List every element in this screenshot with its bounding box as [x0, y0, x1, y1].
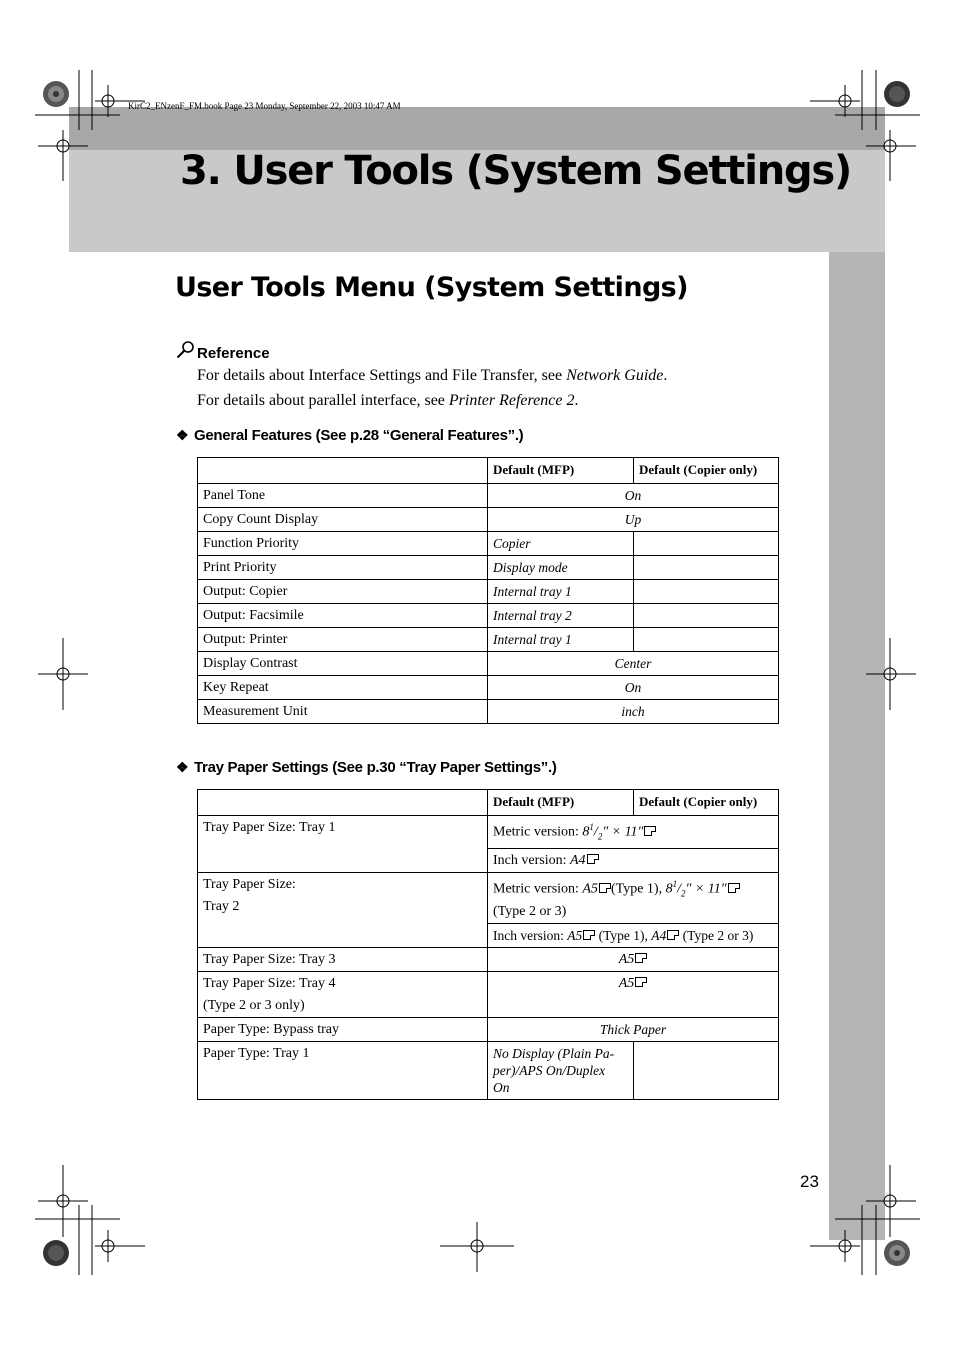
table-row: Tray Paper Size: Tray 2 Metric version: A5 (Type 1), $8^1/_2'' \times 11''$ (Type 2 or 3)	[198, 873, 779, 923]
table-row: Tray Paper Size: Tray 1 Metric version: $8^1/_2'' \times 11''$	[198, 816, 779, 849]
table-row: Panel Tone On	[198, 484, 779, 508]
paper-orientation-icon	[728, 883, 740, 893]
paper-orientation-icon	[583, 930, 595, 940]
table-row: Paper Type: Tray 1 No Display (Plain Pa- per)/APS On/Duplex On	[198, 1041, 779, 1099]
table-row: Print Priority Display mode	[198, 556, 779, 580]
col-default-copier: Default (Copier only)	[634, 790, 779, 816]
network-guide-link[interactable]: Network Guide	[566, 367, 664, 384]
table-row: Measurement Unit inch	[198, 700, 779, 724]
magnifier-icon	[176, 340, 196, 360]
table-row: Copy Count Display Up	[198, 508, 779, 532]
table-row: Tray Paper Size: Tray 3 A5	[198, 947, 779, 971]
reference-line-1: For details about Interface Settings and File Transfer, see Network Guide.	[197, 367, 668, 384]
tray-paper-settings-heading: ❖ Tray Paper Settings (See p.30 “Tray Paper Settings”.)	[176, 759, 557, 776]
paper-orientation-icon	[635, 953, 647, 963]
reference-line-2: For details about parallel interface, see Printer Reference 2.	[197, 392, 579, 409]
paper-orientation-icon	[587, 854, 599, 864]
table-row: Tray Paper Size: Tray 4 (Type 2 or 3 only) A5	[198, 971, 779, 1017]
diamond-bullet-icon: ❖	[176, 427, 189, 443]
table-row: Inch version: A5 (Type 1), A4 (Type 2 or 3)	[198, 923, 779, 947]
table-row: Display Contrast Center	[198, 652, 779, 676]
diamond-bullet-icon: ❖	[176, 759, 189, 775]
section-title: User Tools Menu (System Settings)	[175, 272, 688, 303]
paper-orientation-icon	[635, 977, 647, 987]
table-row: Paper Type: Bypass tray Thick Paper	[198, 1017, 779, 1041]
col-default-mfp: Default (MFP)	[488, 458, 634, 484]
col-default-mfp: Default (MFP)	[488, 790, 634, 816]
reference-label: Reference	[197, 345, 270, 362]
table-row: Output: Copier Internal tray 1	[198, 580, 779, 604]
page-number: 23	[800, 1172, 819, 1191]
general-features-heading: ❖ General Features (See p.28 “General Features”.)	[176, 427, 524, 444]
chapter-title: 3. User Tools (System Settings)	[180, 148, 852, 194]
col-default-copier: Default (Copier only)	[634, 458, 779, 484]
table-row: Inch version: A4	[198, 849, 779, 873]
tray-paper-settings-table	[197, 789, 779, 1100]
printer-reference-link[interactable]: Printer Reference 2	[448, 392, 575, 409]
paper-orientation-icon	[667, 930, 679, 940]
general-features-table	[197, 457, 779, 724]
paper-orientation-icon	[644, 826, 656, 836]
file-header-line: KirC2_ENzenF_FM.book Page 23 Monday, September 22, 2003 10:47 AM	[128, 101, 401, 111]
paper-orientation-icon	[599, 883, 611, 893]
table-row: Output: Facsimile Internal tray 2	[198, 604, 779, 628]
table-row: Function Priority Copier	[198, 532, 779, 556]
table-row: Output: Printer Internal tray 1	[198, 628, 779, 652]
table-row: Key Repeat On	[198, 676, 779, 700]
